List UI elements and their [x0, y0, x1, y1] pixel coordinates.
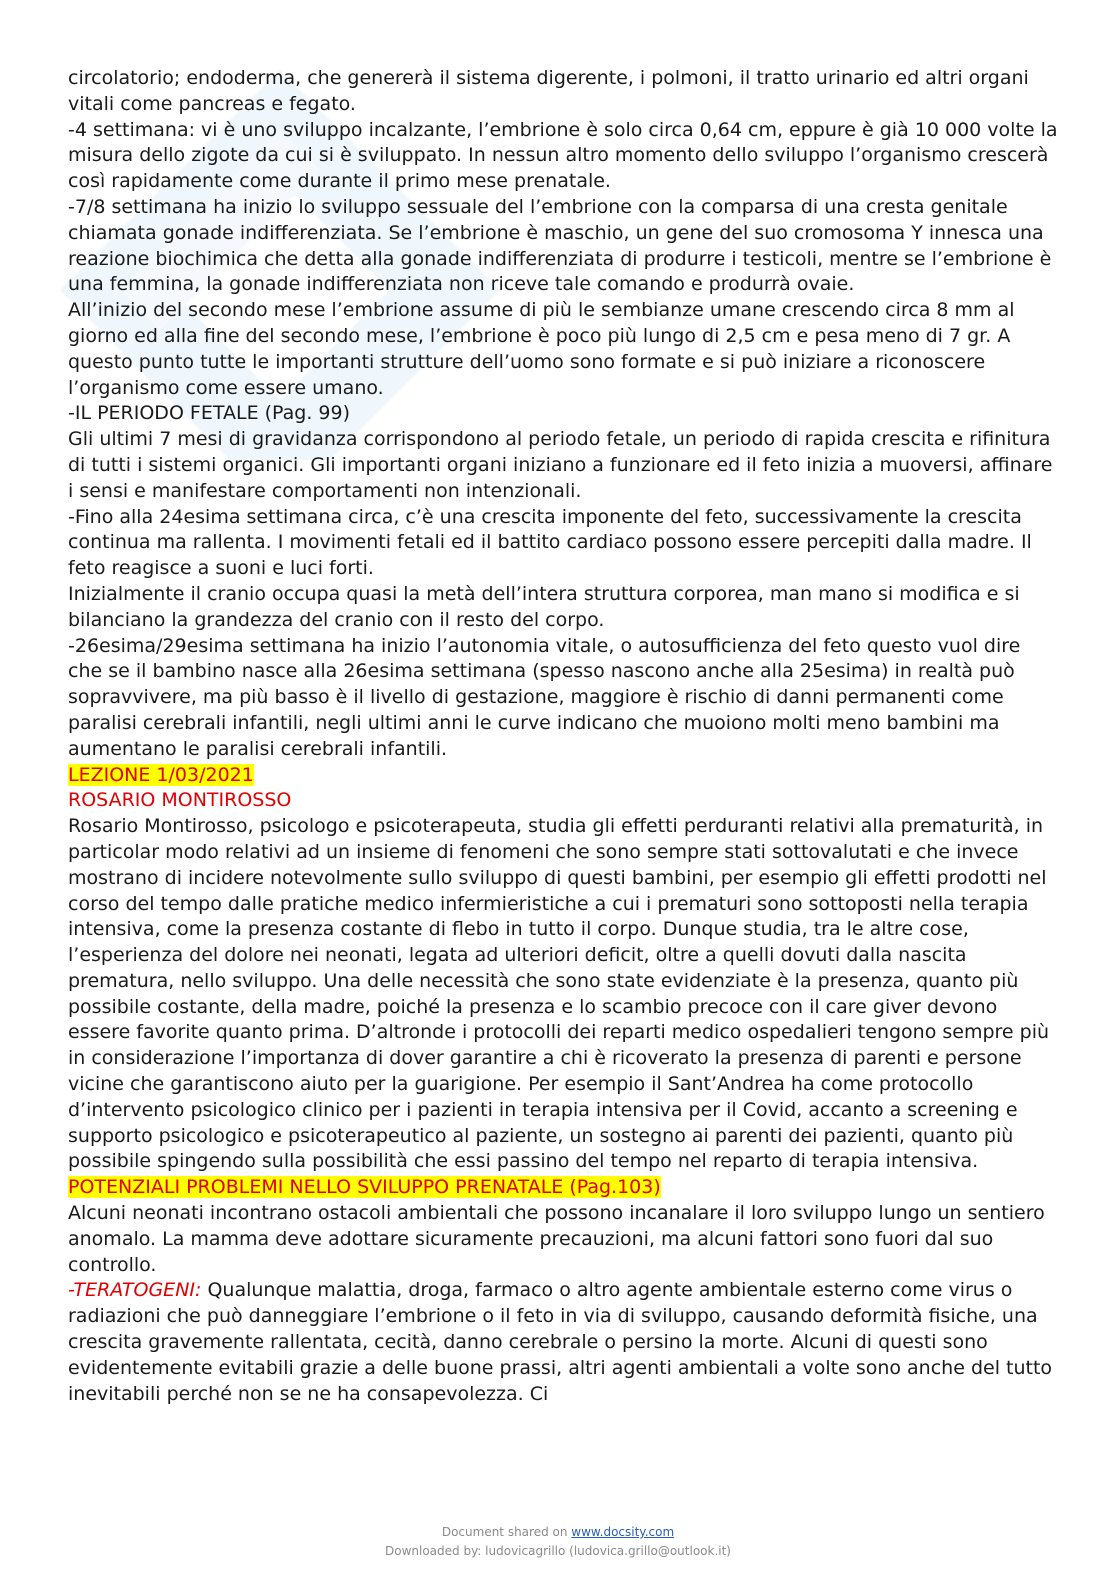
- heading-periodo-fetale: -IL PERIODO FETALE (Pag. 99): [68, 402, 351, 425]
- footer-shared-prefix: Document shared on: [441, 1525, 572, 1539]
- paragraph-problems: Alcuni neonati incontrano ostacoli ambientali che possono incanalare il loro sviluppo lungo un sentiero anomalo. La mamma deve adottare sicuramente precauzioni, ma alcuni fattori sono fuori dal suo controllo.: [68, 1202, 1045, 1276]
- paragraph-secondo-mese: All’inizio del secondo mese l’embrione assume di più le sembianze umane crescendo circa 8 mm al giorno ed alla fine del secondo mese, l’embrione è poco più lungo di 2,5 cm e pesa meno di 7 gr. A questo punto tutte le importanti strutture dell’uomo sono formate e si può iniziare a riconoscere l’organismo come essere umano.: [68, 299, 1015, 399]
- docsity-link[interactable]: www.docsity.com: [571, 1525, 675, 1539]
- paragraph-cranio: Inizialmente il cranio occupa quasi la metà dell’intera struttura corporea, man mano si modifica e si bilanciano la grandezza del cranio con il resto del corpo.: [68, 582, 1020, 631]
- teratogens-label: -TERATOGENI:: [68, 1279, 202, 1302]
- paragraph-circolatorio: circolatorio; endoderma, che genererà il sistema digerente, i polmoni, il tratto urinario ed altri organi vitali come pancreas e fegato.: [68, 67, 1029, 115]
- problems-heading: POTENZIALI PROBLEMI NELLO SVILUPPO PRENATALE (Pag.103): [68, 1176, 661, 1199]
- paragraph-4-settimana: -4 settimana: vi è uno sviluppo incalzante, l’embrione è solo circa 0,64 cm, eppure è già 10 000 volte la misura dello zigote da cui si è sviluppato. In nessun altro momento dello sviluppo l’organismo crescerà così rapidamente come durante il primo mese prenatale.: [68, 118, 1058, 193]
- paragraph-24esima-settimana: -Fino alla 24esima settimana circa, c’è una crescita imponente del feto, successivamente la crescita continua ma rallenta. I movimenti fetali ed il battito cardiaco possono essere percepiti dalla madre. Il feto reagisce a suoni e luci forti.: [68, 505, 1032, 580]
- problems-heading-line: [68, 1175, 1058, 1201]
- author-heading: ROSARIO MONTIROSSO: [68, 789, 292, 812]
- footer-shared-line: [0, 1523, 1116, 1542]
- paragraph-7-8-settimana: -7/8 settimana ha inizio lo sviluppo sessuale del l’embrione con la comparsa di una cresta genitale chiamata gonade indifferenziata. Se l’embrione è maschio, un gene del suo cromosoma Y innesca una reazione biochimica che detta alla gonade indifferenziata di produrre i testicoli, mentre se l’embrione è una femmina, la gonade indifferenziata non riceve tale comando e produrrà ovaie.: [68, 195, 1052, 296]
- lesson-heading: LEZIONE 1/03/2021: [68, 763, 254, 786]
- page-footer: [0, 1523, 1116, 1561]
- lesson-heading-line: [68, 763, 1058, 789]
- footer-downloaded: Downloaded by: ludovicagrillo (ludovica.grillo@outlook.it): [385, 1544, 731, 1558]
- paragraph-montirosso: Rosario Montirosso, psicologo e psicoterapeuta, studia gli effetti perduranti relativi alla prematurità, in particolar modo relativi ad un insieme di fenomeni che sono sempre stati sottovalutati e che invece mostrano di incidere notevolmente sullo sviluppo di questi bambini, per esempio gli effetti prodotti nel corso del tempo dalle pratiche medico infermieristiche a cui i prematuri sono sottoposti nella terapia intensiva, come la presenza costante di flebo in tutto il corpo. Dunque studia, tra le altre cose, l’esperienza del dolore nei neonati, legata ad ulteriori deficit, oltre a quelli dovuti dalla nascita prematura, nello sviluppo. Una delle necessità che sono state evidenziate è la presenza, quanto più possibile costante, della madre, poiché la presenza e lo scambio precoce con il care giver devono essere favorite quanto prima. D’altronde i protocolli dei reparti medico ospedalieri tengono sempre più in considerazione l’importanza di dover garantire a chi è ricoverato la presenza di parenti e persone vicine che garantiscono aiuto per la guarigione. Per esempio il Sant’Andrea ha come protocollo d’intervento psicologico clinico per i pazienti in terapia intensiva per il Covid, accanto a screening e supporto psicologico e psicoterapeutico al paziente, un sostegno ai parenti dei pazienti, quanto più possibile spingendo sulla possibilità che essi passino del tempo nel reparto di terapia intensiva.: [68, 815, 1050, 1173]
- paragraph-periodo-fetale: Gli ultimi 7 mesi di gravidanza corrispondono al periodo fetale, un periodo di rapida crescita e rifinitura di tutti i sistemi organici. Gli importanti organi iniziano a funzionare ed il feto inizia a muoversi, affinare i sensi e manifestare comportamenti non intenzionali.: [68, 428, 1053, 502]
- paragraph-autonomia-vitale: -26esima/29esima settimana ha inizio l’autonomia vitale, o autosufficienza del feto questo vuol dire che se il bambino nasce alla 26esima settimana (spesso nascono anche alla 25esima) in realtà può sopravvivere, ma più basso è il livello di gestazione, maggiore è rischio di danni permanenti come paralisi cerebrali infantili, negli ultimi anni le curve indicano che muoiono molti meno bambini ma aumentano le paralisi cerebrali infantili.: [68, 634, 1021, 760]
- document-page: [68, 66, 1058, 1407]
- teratogens-text: Qualunque malattia, droga, farmaco o altro agente ambientale esterno come virus o radiazioni che può danneggiare l’embrione o il feto in via di sviluppo, causando deformità fisiche, una crescita gravemente rallentata, cecità, danno cerebrale o persino la morte. Alcuni di questi sono evidentemente evitabili grazie a delle buone prassi, altri agenti ambientali a volte sono anche del tutto inevitabili perché non se ne ha consapevolezza. Ci: [68, 1279, 1053, 1405]
- paragraph-teratogeni: [68, 1278, 1058, 1407]
